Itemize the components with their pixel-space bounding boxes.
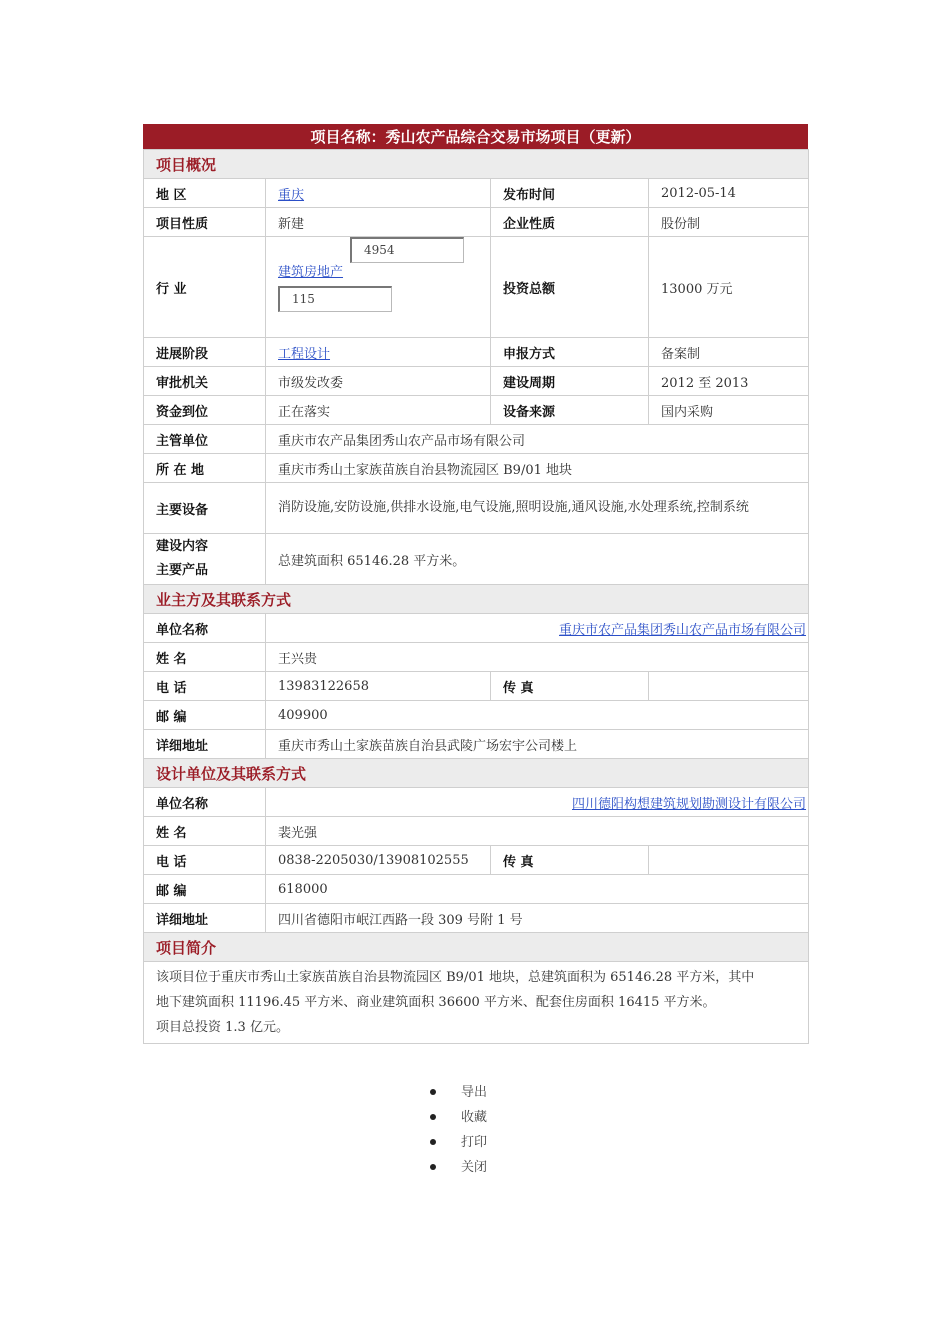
designer-fax-label: 传 真	[491, 846, 649, 875]
approval-label: 审批机关	[144, 367, 266, 396]
project-table	[143, 149, 809, 1044]
period-value: 2012 至 2013	[649, 367, 809, 396]
declare-value: 备案制	[649, 338, 809, 367]
industry-box-2[interactable]: 115	[278, 286, 392, 312]
bullet-icon	[430, 1089, 436, 1095]
section-owner: 业主方及其联系方式	[144, 585, 809, 614]
designer-postcode-label: 邮 编	[144, 875, 266, 904]
stage-link[interactable]: 工程设计	[278, 346, 331, 362]
owner-phone-label: 电 话	[144, 672, 266, 701]
region-link[interactable]: 重庆	[278, 187, 305, 203]
owner-address-label: 详细地址	[144, 730, 266, 759]
equipment-source-value: 国内采购	[649, 396, 809, 425]
equipment-source-label: 设备来源	[491, 396, 649, 425]
favorite-action[interactable]: 收藏	[430, 1105, 487, 1130]
funds-value: 正在落实	[266, 396, 491, 425]
bullet-icon	[430, 1139, 436, 1145]
designer-address-value: 四川省德阳市岷江西路一段 309 号附 1 号	[266, 904, 809, 933]
project-title: 项目名称：秀山农产品综合交易市场项目（更新）	[143, 124, 808, 149]
intro-text	[144, 962, 809, 1044]
designer-fax-value	[649, 846, 809, 875]
section-intro: 项目简介	[144, 933, 809, 962]
section-designer: 设计单位及其联系方式	[144, 759, 809, 788]
designer-postcode-value: 618000	[266, 875, 809, 904]
owner-name-label: 姓 名	[144, 643, 266, 672]
region-label: 地 区	[144, 179, 266, 208]
owner-address-value: 重庆市秀山土家族苗族自治县武陵广场宏宇公司楼上	[266, 730, 809, 759]
designer-name-label: 姓 名	[144, 817, 266, 846]
funds-label: 资金到位	[144, 396, 266, 425]
investment-label: 投资总额	[491, 237, 649, 338]
owner-postcode-label: 邮 编	[144, 701, 266, 730]
owner-fax-label: 传 真	[491, 672, 649, 701]
declare-label: 申报方式	[491, 338, 649, 367]
publish-date: 2012-05-14	[649, 179, 809, 208]
content-value: 总建筑面积 65146.28 平方米。	[266, 534, 809, 585]
action-list	[430, 1080, 487, 1180]
industry-box-1[interactable]: 4954	[350, 237, 464, 263]
section-overview: 项目概况	[144, 150, 809, 179]
equipment-value: 消防设施,安防设施,供排水设施,电气设施,照明设施,通风设施,水处理系统,控制系统	[266, 483, 809, 534]
industry-link[interactable]: 建筑房地产	[278, 265, 344, 280]
approval-value: 市级发改委	[266, 367, 491, 396]
nature-label: 项目性质	[144, 208, 266, 237]
industry-cell	[266, 237, 491, 338]
intro-line-1: 该项目位于重庆市秀山土家族苗族自治县物流园区 B9/01 地块，总建筑面积为 65146.28 平方米，其中	[156, 970, 755, 985]
nature-value: 新建	[266, 208, 491, 237]
content-label-2: 主要产品	[156, 563, 209, 578]
print-action[interactable]: 打印	[430, 1130, 487, 1155]
designer-address-label: 详细地址	[144, 904, 266, 933]
authority-label: 主管单位	[144, 425, 266, 454]
close-action[interactable]: 关闭	[430, 1155, 487, 1180]
designer-phone-value: 0838-2205030/13908102555	[266, 846, 491, 875]
location-value: 重庆市秀山土家族苗族自治县物流园区 B9/01 地块	[266, 454, 809, 483]
owner-unit-label: 单位名称	[144, 614, 266, 643]
investment-value: 13000 万元	[649, 237, 809, 338]
intro-line-2: 地下建筑面积 11196.45 平方米、商业建筑面积 36600 平方米、配套住房面积 16415 平方米。	[156, 995, 716, 1010]
location-label: 所 在 地	[144, 454, 266, 483]
content-label	[144, 534, 266, 585]
industry-label: 行 业	[144, 237, 266, 338]
company-nature-value: 股份制	[649, 208, 809, 237]
designer-unit-link[interactable]: 四川德阳构想建筑规划勘测设计有限公司	[572, 796, 807, 812]
owner-postcode-value: 409900	[266, 701, 809, 730]
equipment-label: 主要设备	[144, 483, 266, 534]
company-nature-label: 企业性质	[491, 208, 649, 237]
owner-unit-link[interactable]: 重庆市农产品集团秀山农产品市场有限公司	[559, 622, 807, 638]
designer-phone-label: 电 话	[144, 846, 266, 875]
export-action[interactable]: 导出	[430, 1080, 487, 1105]
designer-unit-label: 单位名称	[144, 788, 266, 817]
owner-name-value: 王兴贵	[266, 643, 809, 672]
project-detail	[143, 124, 808, 1044]
publish-label: 发布时间	[491, 179, 649, 208]
stage-label: 进展阶段	[144, 338, 266, 367]
intro-line-3: 项目总投资 1.3 亿元。	[156, 1020, 289, 1035]
content-label-1: 建设内容	[156, 539, 209, 554]
bullet-icon	[430, 1114, 436, 1120]
owner-phone-value: 13983122658	[266, 672, 491, 701]
period-label: 建设周期	[491, 367, 649, 396]
designer-name-value: 裴光强	[266, 817, 809, 846]
authority-value: 重庆市农产品集团秀山农产品市场有限公司	[266, 425, 809, 454]
bullet-icon	[430, 1164, 436, 1170]
owner-fax-value	[649, 672, 809, 701]
